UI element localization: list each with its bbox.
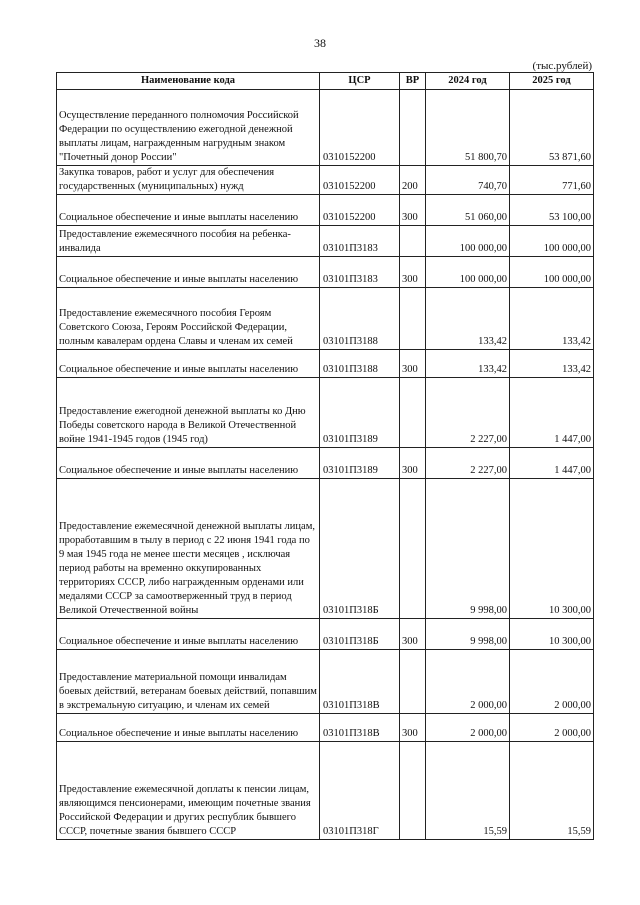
row-vr: 300 — [400, 714, 426, 742]
table-row — [57, 90, 594, 166]
table-row — [57, 479, 594, 619]
row-csr: 03101П3189 — [320, 448, 400, 479]
row-csr: 0310152200 — [320, 90, 400, 166]
row-csr: 0310152200 — [320, 195, 400, 226]
row-value-2024: 740,70 — [426, 166, 510, 195]
row-value-2024: 2 227,00 — [426, 378, 510, 448]
header-vr: ВР — [400, 73, 426, 90]
row-csr: 03101П318Б — [320, 619, 400, 650]
row-vr — [400, 90, 426, 166]
row-vr: 200 — [400, 166, 426, 195]
row-vr: 300 — [400, 257, 426, 288]
header-row — [57, 73, 594, 90]
row-value-2024: 15,59 — [426, 742, 510, 840]
row-value-2024: 133,42 — [426, 288, 510, 350]
table-row — [57, 195, 594, 226]
row-name: Предоставление ежемесячной денежной выплаты лицам, проработавшим в тылу в период с 22 июня 1941 года по 9 мая 1945 года не менее шести месяцев , исключая период работы на временно оккупированных территориях СССР, либо награжденным орденами или медалями СССР за самоотверженный труд в период Великой Отечественной войны — [57, 479, 320, 619]
row-name: Предоставление ежемесячного пособия на ребенка-инвалида — [57, 226, 320, 257]
row-vr — [400, 650, 426, 714]
row-value-2024: 51 060,00 — [426, 195, 510, 226]
row-name: Закупка товаров, работ и услуг для обеспечения государственных (муниципальных) нужд — [57, 166, 320, 195]
header-2025: 2025 год — [510, 73, 594, 90]
row-csr: 03101П318Б — [320, 479, 400, 619]
row-name: Социальное обеспечение и иные выплаты населению — [57, 350, 320, 378]
row-value-2025: 100 000,00 — [510, 257, 594, 288]
row-name: Социальное обеспечение и иные выплаты населению — [57, 195, 320, 226]
table-row — [57, 378, 594, 448]
row-value-2024: 2 227,00 — [426, 448, 510, 479]
row-name: Социальное обеспечение и иные выплаты населению — [57, 714, 320, 742]
row-name: Предоставление ежегодной денежной выплаты ко Дню Победы советского народа в Великой Отечественной войне 1941-1945 годов (1945 год) — [57, 378, 320, 448]
row-value-2024: 9 998,00 — [426, 619, 510, 650]
table-row — [57, 166, 594, 195]
table-row — [57, 619, 594, 650]
row-value-2025: 10 300,00 — [510, 479, 594, 619]
row-vr: 300 — [400, 195, 426, 226]
row-name: Социальное обеспечение и иные выплаты населению — [57, 448, 320, 479]
row-value-2024: 2 000,00 — [426, 650, 510, 714]
row-value-2025: 15,59 — [510, 742, 594, 840]
row-value-2025: 1 447,00 — [510, 448, 594, 479]
row-value-2025: 2 000,00 — [510, 650, 594, 714]
row-vr — [400, 479, 426, 619]
page-number: 38 — [314, 36, 326, 50]
header-csr: ЦСР — [320, 73, 400, 90]
row-name: Осуществление переданного полномочия Российской Федерации по осуществлению ежегодной денежной выплаты лицам, награжденным нагрудным знаком "Почетный донор России" — [57, 90, 320, 166]
row-csr: 0310152200 — [320, 166, 400, 195]
table-row — [57, 448, 594, 479]
row-value-2025: 771,60 — [510, 166, 594, 195]
table-row — [57, 350, 594, 378]
units-label: (тыс.рублей) — [532, 60, 592, 72]
row-value-2025: 53 100,00 — [510, 195, 594, 226]
row-csr: 03101П3188 — [320, 350, 400, 378]
row-value-2024: 100 000,00 — [426, 257, 510, 288]
row-name: Социальное обеспечение и иные выплаты населению — [57, 619, 320, 650]
row-vr: 300 — [400, 350, 426, 378]
row-vr: 300 — [400, 619, 426, 650]
row-csr: 03101П3183 — [320, 226, 400, 257]
row-vr — [400, 288, 426, 350]
row-csr: 03101П3189 — [320, 378, 400, 448]
row-value-2025: 10 300,00 — [510, 619, 594, 650]
table-row — [57, 714, 594, 742]
row-value-2025: 133,42 — [510, 350, 594, 378]
row-value-2025: 133,42 — [510, 288, 594, 350]
row-vr — [400, 226, 426, 257]
row-csr: 03101П318В — [320, 714, 400, 742]
row-csr: 03101П3188 — [320, 288, 400, 350]
row-csr: 03101П318В — [320, 650, 400, 714]
row-value-2025: 100 000,00 — [510, 226, 594, 257]
row-name: Социальное обеспечение и иные выплаты населению — [57, 257, 320, 288]
row-csr: 03101П318Г — [320, 742, 400, 840]
row-value-2025: 53 871,60 — [510, 90, 594, 166]
row-value-2025: 2 000,00 — [510, 714, 594, 742]
table-row — [57, 650, 594, 714]
header-name: Наименование кода — [57, 73, 320, 90]
row-value-2025: 1 447,00 — [510, 378, 594, 448]
row-vr: 300 — [400, 448, 426, 479]
table-row — [57, 288, 594, 350]
row-value-2024: 51 800,70 — [426, 90, 510, 166]
header-2024: 2024 год — [426, 73, 510, 90]
row-csr: 03101П3183 — [320, 257, 400, 288]
budget-table — [56, 72, 594, 840]
row-vr — [400, 742, 426, 840]
row-vr — [400, 378, 426, 448]
row-name: Предоставление материальной помощи инвалидам боевых действий, ветеранам боевых действий, попавшим в экстремальную ситуацию, и членам их семей — [57, 650, 320, 714]
row-value-2024: 100 000,00 — [426, 226, 510, 257]
row-name: Предоставление ежемесячной доплаты к пенсии лицам, являющимся пенсионерами, имеющим почетные звания Российской Федерации и других республик бывшего СССР, почетные звания бывшего СССР — [57, 742, 320, 840]
row-value-2024: 133,42 — [426, 350, 510, 378]
row-name: Предоставление ежемесячного пособия Героям Советского Союза, Героям Российской Федерации, полным кавалерам ордена Славы и членам их семей — [57, 288, 320, 350]
row-value-2024: 9 998,00 — [426, 479, 510, 619]
table-row — [57, 226, 594, 257]
table-row — [57, 742, 594, 840]
table-row — [57, 257, 594, 288]
row-value-2024: 2 000,00 — [426, 714, 510, 742]
